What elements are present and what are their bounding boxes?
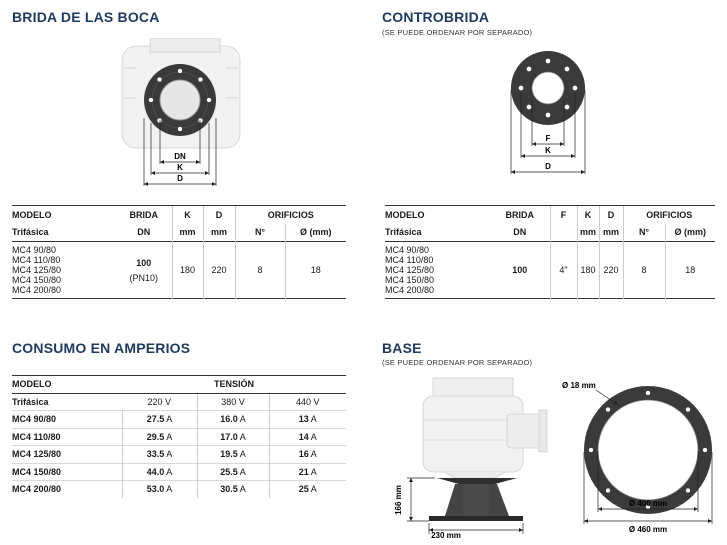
consumo-380-value: 25.5 <box>220 466 238 477</box>
consumo-row <box>12 411 346 429</box>
contrabrida-table <box>385 205 715 299</box>
brida-diagram <box>110 38 250 188</box>
contrabrida-f-label: F <box>545 134 551 143</box>
contrabrida-n-value: 8 <box>623 242 665 299</box>
consumo-model: MC4 90/80 <box>12 411 122 429</box>
brida-dn-label: DN <box>174 152 186 161</box>
contrabrida-model-row: MC4 200/80 <box>385 285 435 295</box>
consumo-unit: A <box>310 414 317 425</box>
brida-value: 100 <box>136 257 152 268</box>
brida-h-diam: Ø (mm) <box>285 224 346 242</box>
brida-model-row: MC4 125/80 <box>12 265 62 275</box>
brida-h-brida: BRIDA <box>116 206 172 224</box>
brida-model-row: MC4 110/80 <box>12 255 61 265</box>
brida-model-row: MC4 150/80 <box>12 275 62 285</box>
brida-d-label: D <box>177 174 183 183</box>
brida-title: BRIDA DE LAS BOCA <box>12 9 160 25</box>
consumo-440-value: 21 <box>298 466 309 477</box>
brida-k-label: K <box>177 163 183 172</box>
contrabrida-diam-value: 18 <box>665 242 715 299</box>
brida-k-value: 180 <box>172 242 203 299</box>
consumo-h-modelo: MODELO <box>12 376 122 394</box>
consumo-unit: A <box>166 484 173 495</box>
brida-d-value: 220 <box>203 242 235 299</box>
base-ring-diagram <box>548 372 718 542</box>
contrabrida-subtitle: (SE PUEDE ORDENAR POR SEPARADO) <box>382 28 533 37</box>
consumo-row <box>12 463 346 481</box>
contrabrida-h-modelo: MODELO <box>385 206 490 224</box>
contrabrida-h-d-unit: mm <box>599 224 623 242</box>
brida-model-row: MC4 200/80 <box>12 285 62 295</box>
brida-n-value: 8 <box>235 242 285 299</box>
consumo-model: MC4 110/80 <box>12 428 122 446</box>
consumo-unit: A <box>239 414 246 425</box>
consumo-title: CONSUMO EN AMPERIOS <box>12 340 191 356</box>
consumo-380-value: 30.5 <box>220 484 238 495</box>
base-subtitle: (SE PUEDE ORDENAR POR SEPARADO) <box>382 358 533 367</box>
contrabrida-model-row: MC4 150/80 <box>385 275 435 285</box>
brida-table <box>12 205 346 299</box>
consumo-440-value: 14 <box>298 431 309 442</box>
brida-h-d-unit: mm <box>203 224 235 242</box>
consumo-rows <box>12 411 346 498</box>
contrabrida-h-d: D <box>599 206 623 224</box>
consumo-model: MC4 125/80 <box>12 446 122 464</box>
consumo-row <box>12 446 346 464</box>
consumo-220-value: 33.5 <box>146 449 165 460</box>
contrabrida-f-value: 4" <box>550 242 577 299</box>
contrabrida-diagram <box>498 40 598 180</box>
brida-note: (PN10) <box>129 272 158 283</box>
contrabrida-h-brida: BRIDA <box>490 206 550 224</box>
consumo-unit: A <box>166 431 173 442</box>
consumo-380-value: 19.5 <box>220 449 238 460</box>
contrabrida-h-k: K <box>577 206 599 224</box>
consumo-unit: A <box>310 431 317 442</box>
contrabrida-h-f: F <box>550 206 577 224</box>
consumo-row <box>12 428 346 446</box>
consumo-unit: A <box>310 449 317 460</box>
consumo-440-value: 25 <box>298 484 309 495</box>
contrabrida-h-orificios: ORIFICIOS <box>623 206 715 224</box>
consumo-unit: A <box>239 431 246 442</box>
consumo-380-value: 17.0 <box>220 431 238 442</box>
contrabrida-h-diam: Ø (mm) <box>665 224 715 242</box>
base-hole-label: Ø 18 mm <box>562 381 596 390</box>
base-inner-label: Ø 400 mm <box>628 499 668 508</box>
brida-diam-value: 18 <box>285 242 346 299</box>
brida-h-d: D <box>203 206 235 224</box>
contrabrida-d-label: D <box>545 162 551 171</box>
consumo-unit: A <box>166 466 173 477</box>
consumo-unit: A <box>239 449 246 460</box>
brida-h-orificios: ORIFICIOS <box>235 206 346 224</box>
consumo-220-value: 29.5 <box>146 431 165 442</box>
consumo-220-value: 27.5 <box>146 414 165 425</box>
consumo-unit: A <box>310 466 317 477</box>
contrabrida-model-row: MC4 90/80 <box>385 245 430 255</box>
brida-h-dn: DN <box>137 227 151 238</box>
contrabrida-h-k-unit: mm <box>577 224 599 242</box>
base-pump-diagram <box>385 370 565 540</box>
consumo-unit: A <box>166 449 173 460</box>
consumo-h-trifasica: Trifásica <box>12 393 122 411</box>
consumo-unit: A <box>239 466 246 477</box>
consumo-220-value: 44.0 <box>146 466 165 477</box>
brida-h-k-unit: mm <box>172 224 203 242</box>
base-outer-label: Ø 460 mm <box>628 525 668 534</box>
contrabrida-h-trifasica: Trifásica <box>385 227 422 238</box>
consumo-h-tension: TENSIÓN <box>122 376 346 394</box>
consumo-h-380: 380 V <box>197 393 269 411</box>
brida-h-k: K <box>172 206 203 224</box>
contrabrida-k-value: 180 <box>577 242 599 299</box>
brida-model-row: MC4 90/80 <box>12 245 57 255</box>
consumo-unit: A <box>239 484 246 495</box>
consumo-model: MC4 150/80 <box>12 463 122 481</box>
contrabrida-title: CONTROBRIDA <box>382 9 490 25</box>
consumo-h-220: 220 V <box>122 393 197 411</box>
contrabrida-model-row: MC4 125/80 <box>385 265 435 275</box>
contrabrida-h-n: N° <box>623 224 665 242</box>
consumo-380-value: 16.0 <box>220 414 238 425</box>
consumo-220-value: 53.0 <box>146 484 165 495</box>
base-title: BASE <box>382 340 422 356</box>
brida-h-n: N° <box>235 224 285 242</box>
contrabrida-model-row: MC4 110/80 <box>385 255 434 265</box>
brida-h-modelo: MODELO <box>12 206 116 224</box>
brida-h-trifasica: Trifásica <box>12 227 49 238</box>
consumo-h-440: 440 V <box>269 393 346 411</box>
contrabrida-h-dn: DN <box>513 227 527 238</box>
consumo-440-value: 16 <box>298 449 309 460</box>
consumo-unit: A <box>310 484 317 495</box>
consumo-unit: A <box>166 414 173 425</box>
contrabrida-brida-value: 100 <box>512 265 528 275</box>
contrabrida-d-value: 220 <box>599 242 623 299</box>
base-height-label: 166 mm <box>394 485 403 515</box>
base-width-label: 230 mm <box>431 531 461 540</box>
consumo-440-value: 13 <box>298 414 309 425</box>
consumo-table <box>12 375 346 498</box>
consumo-model: MC4 200/80 <box>12 481 122 498</box>
consumo-row <box>12 481 346 498</box>
contrabrida-k-label: K <box>545 146 551 155</box>
